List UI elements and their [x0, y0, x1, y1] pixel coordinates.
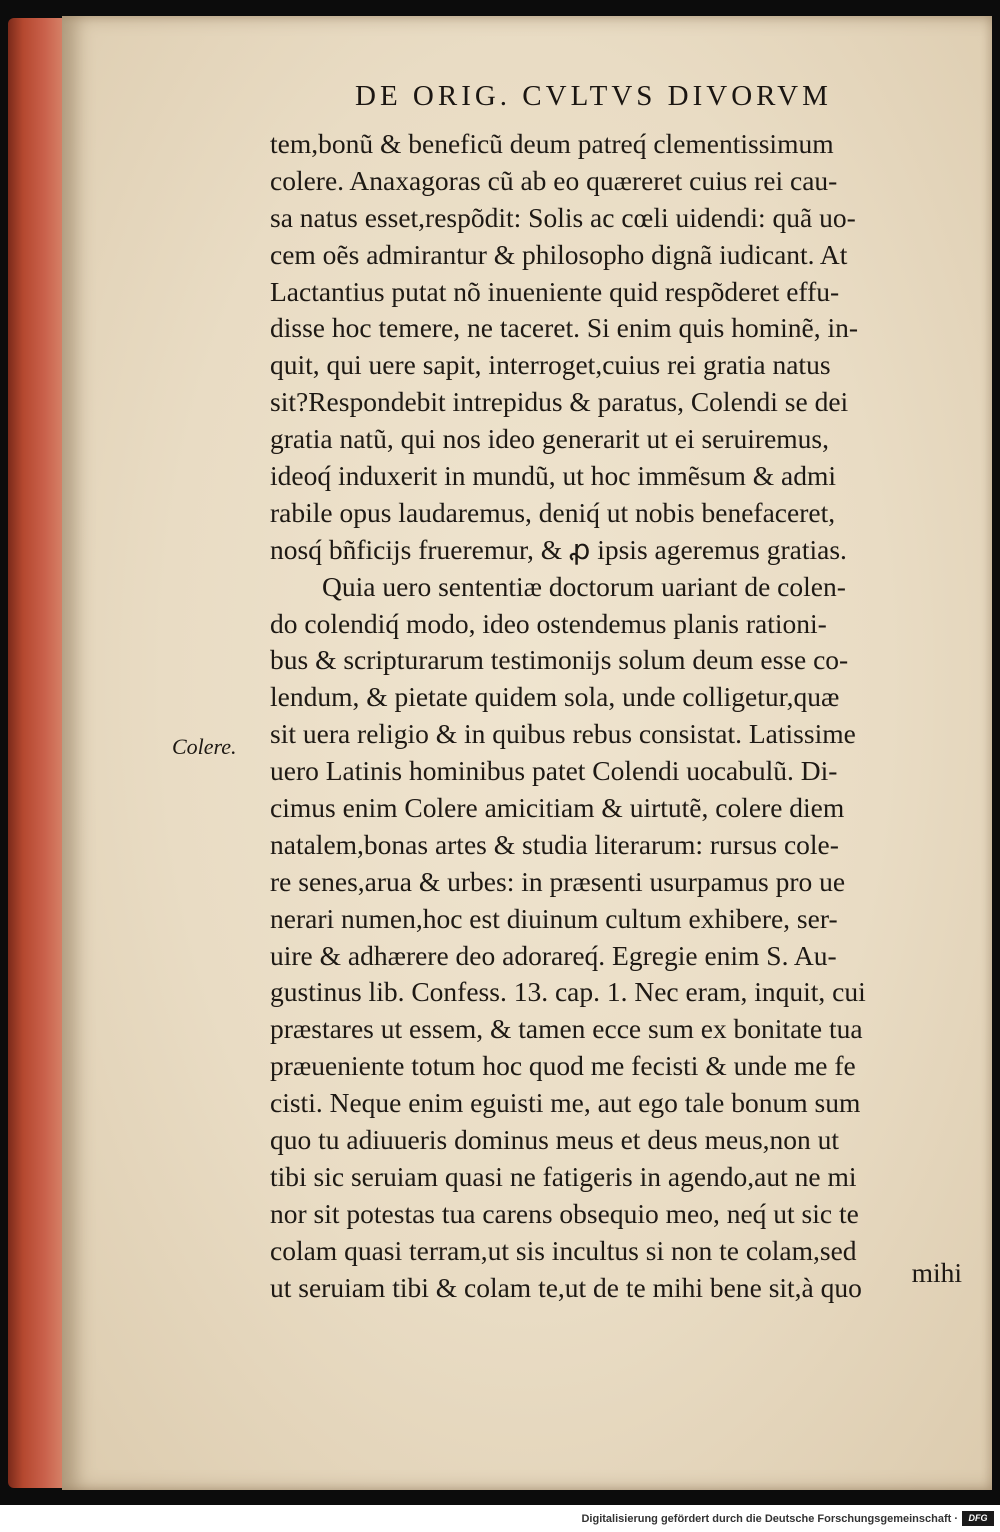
text-line: nerari numen,hoc est diuinum cultum exhibere, ser- [270, 902, 838, 934]
text-line: sa natus esset,respõdit: Solis ac cœli uidendi: quã uo- [270, 201, 856, 233]
text-line: Lactantius putat nõ inueniente quid respõderet effu- [270, 275, 840, 307]
text-line: colam quasi terram,ut sis incultus si non te colam,sed [270, 1234, 857, 1266]
text-line: colere. Anaxagoras cũ ab eo quæreret cuius rei cau- [270, 164, 838, 196]
text-line: cisti. Neque enim eguisti me, aut ego tale bonum sum [270, 1087, 861, 1119]
text-line: do colendiq́ modo, ideo ostendemus planis rationi- [270, 607, 827, 639]
text-line: tem,bonũ & beneficũ deum patreq́ clementissimum [270, 128, 834, 159]
book-page-edge [8, 18, 68, 1488]
text-line: Quia uero sententiæ doctorum uariant de colen- [322, 570, 846, 602]
text-line: tibi sic seruiam quasi ne fatigeris in agendo,aut ne mi [270, 1160, 857, 1192]
text-line: natalem,bonas artes & studia literarum: rursus cole- [270, 828, 839, 860]
text-line: nosq́ bñficijs frueremur, & ꝓ ipsis ageremus gratias. [270, 533, 847, 565]
text-line: ideoq́ induxerit in mundũ, ut hoc immẽsum & admi [270, 460, 836, 492]
text-line: cimus enim Colere amicitiam & uirtutẽ, colere diem [270, 792, 845, 824]
text-block [270, 126, 985, 1307]
text-line: præstares ut essem, & tamen ecce sum ex bonitate tua [270, 1013, 863, 1045]
text-line: quo tu adiuueris dominus meus et deus meus,non ut [270, 1124, 840, 1156]
text-line: rabile opus laudaremus, deniq́ ut nobis benefaceret, [270, 496, 836, 528]
text-line: quit, qui uere sapit, interroget,cuius rei gratia natus [270, 349, 831, 381]
footer-credit-text: Digitalisierung gefördert durch die Deutsche Forschungsgemeinschaft · [581, 1513, 958, 1525]
marginal-note: Colere. [172, 734, 237, 759]
text-line: bus & scripturarum testimonijs solum deum esse co- [270, 644, 849, 676]
footer-bar [0, 1505, 1000, 1532]
text-line: disse hoc temere, ne taceret. Si enim quis hominẽ, in- [270, 312, 859, 344]
text-line: præueniente totum hoc quod me fecisti & unde me fe [270, 1050, 856, 1082]
dfg-logo: DFG [962, 1511, 994, 1526]
running-head: DE ORIG. CVLTVS DIVORVM [355, 80, 832, 112]
text-line: gustinus lib. Confess. 13. cap. 1. Nec eram, inquit, cui [270, 976, 866, 1008]
text-line: uero Latinis hominibus patet Colendi uocabulũ. Di- [270, 755, 838, 787]
text-line: re senes,arua & urbes: in præsenti usurpamus pro ue [270, 865, 846, 897]
text-line: cem oẽs admirantur & philosopho dignã iudicant. At [270, 238, 848, 270]
text-line: ut seruiam tibi & colam te,ut de te mihi bene sit,à quo [270, 1271, 862, 1303]
text-line: nor sit potestas tua carens obsequio meo, neq́ ut sic te [270, 1197, 859, 1229]
catchword: mihi [911, 1257, 962, 1288]
text-line: gratia natũ, qui nos ideo generarit ut ei seruiremus, [270, 423, 829, 455]
text-line: lendum, & pietate quidem sola, unde colligetur,quæ [270, 681, 840, 713]
text-line: uire & adhærere deo adorareq́. Egregie enim S. Au- [270, 939, 837, 971]
text-line: sit?Respondebit intrepidus & paratus, Colendi se dei [270, 386, 849, 418]
text-line: sit uera religio & in quibus rebus consistat. Latissime [270, 718, 856, 750]
